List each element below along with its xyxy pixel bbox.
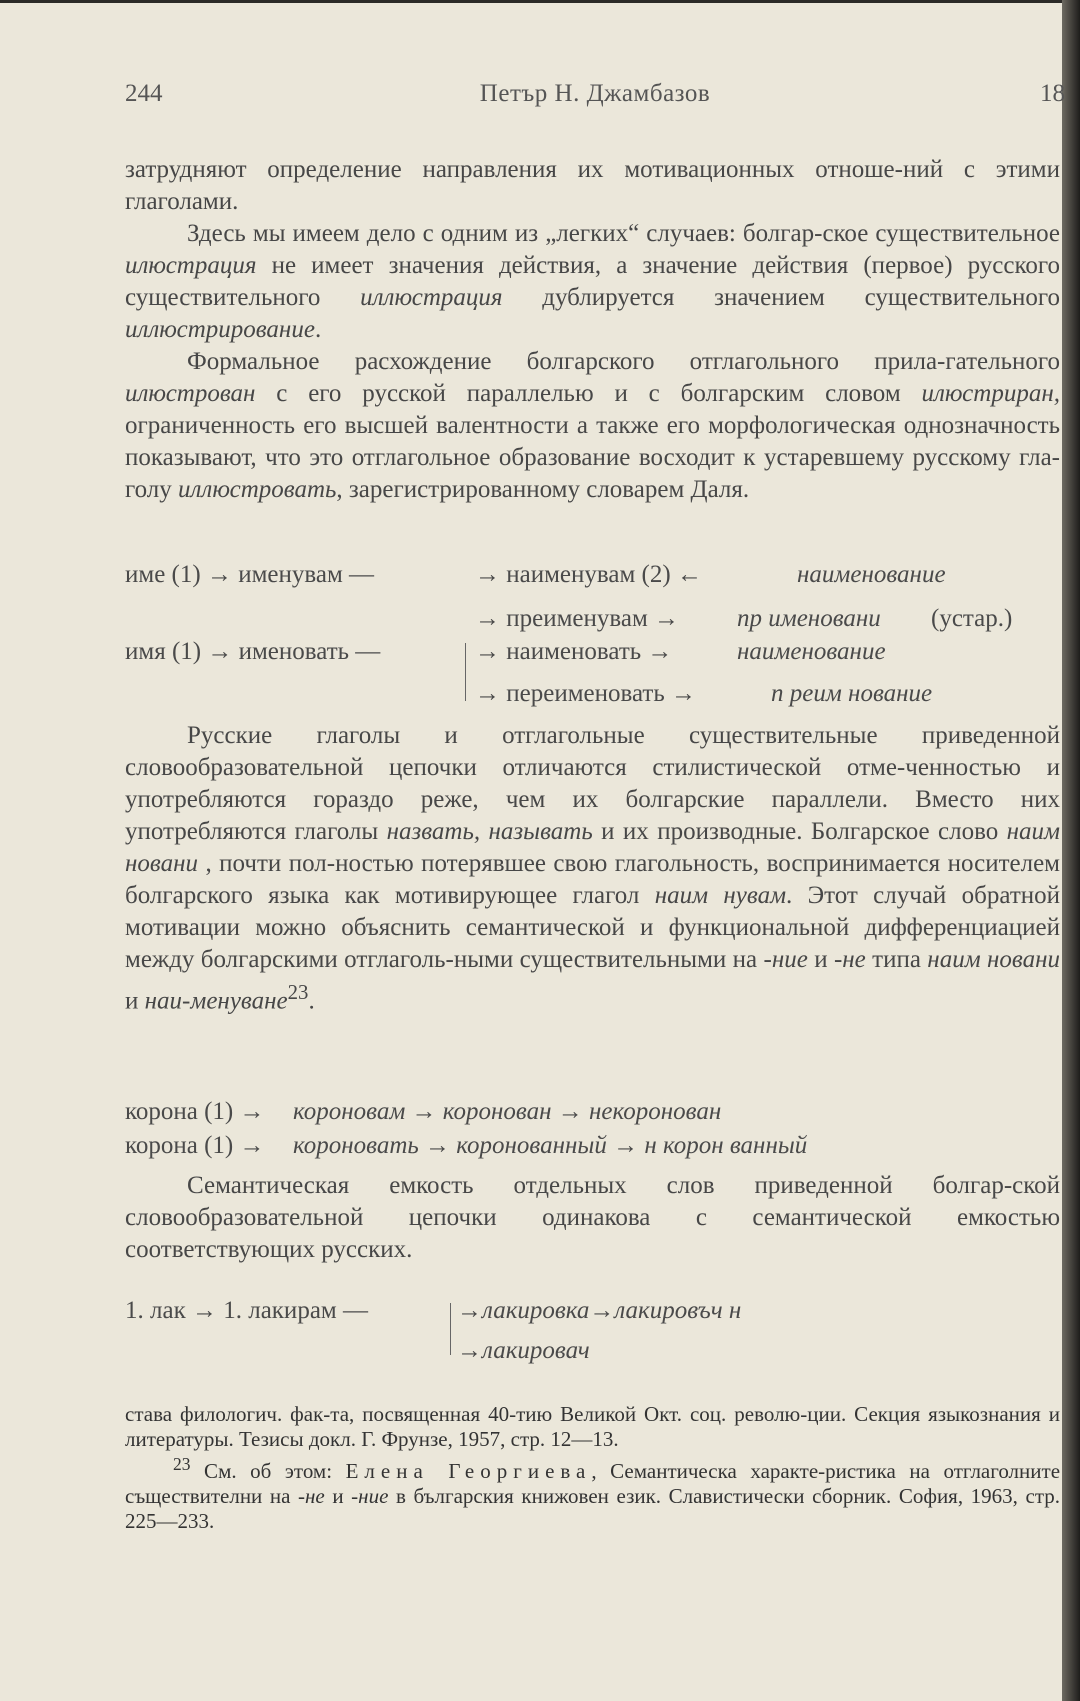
- scheme2-row1-left: корона (1) →: [125, 1098, 265, 1125]
- top-edge: [0, 0, 1080, 3]
- scheme1-row2-note: (устар.): [931, 605, 1013, 632]
- scheme1-row3-left: имя (1) → именовать —: [125, 638, 381, 665]
- scheme1-row1-left: име (1) → именувам —: [125, 561, 375, 588]
- footnote-ref-23: 23: [287, 980, 309, 1004]
- scheme1-row2-right: пр именовани: [737, 605, 881, 632]
- page-edge-shadow: [1062, 0, 1080, 1701]
- running-title: Петър Н. Джамбазов: [479, 80, 711, 107]
- scheme1-row4-right: п реим нование: [771, 680, 933, 707]
- scheme1-row3-right: наименование: [737, 638, 886, 665]
- page-number: 244: [125, 80, 163, 107]
- body-text-bottom: [125, 1170, 1060, 1266]
- scheme1-bracket: [465, 643, 466, 701]
- derivation-scheme-3: [125, 1297, 1060, 1377]
- scheme2-row2-right: короновать → коронованный → н корон ванный: [293, 1132, 808, 1159]
- scheme3-branch1: →лакировка→лакировъч н: [457, 1297, 742, 1324]
- scheme1-row1-right: наименование: [797, 561, 946, 588]
- scheme1-row1-mid: → наименувам (2) ←: [475, 561, 702, 588]
- body-text-middle: [125, 720, 1060, 1017]
- footnote-23: $^{23}$ См. об этом: Елена Георгиева, Семантическа характе-ристика на отглаголните съществителни на -не и -ние в българския книжовен език. Славистически сборник. София, 1963, стр. 225—233.: [125, 1454, 1061, 1533]
- page-header: [125, 80, 1065, 110]
- derivation-scheme-2: [125, 1098, 1060, 1170]
- scheme1-row2-mid: → преименувам →: [475, 605, 680, 632]
- scheme2-row2-left: корона (1) →: [125, 1132, 265, 1159]
- footnote-continuation: става филологич. фак-та, посвященная 40-тию Великой Окт. соц. револю-ции. Секция языкознания и литературы. Тезисы докл. Г. Фрунзе, 1957, стр. 12—13.: [125, 1402, 1060, 1451]
- derivation-scheme-1: [125, 555, 1060, 715]
- paragraph-4: Русские глаголы и отглагольные существительные приведенной словообразовательной цепочки отличаются стилистической отме-ченностью и употребляются гораздо реже, чем их болгарские параллели. Вместо них употребляются глаголы назвать, называть и их производные. Болгарское слово наим новани , почти пол-ностью потерявшее свою глагольность, воспринимается носителем болгарского языка как мотивирующее глагол наим нувам. Этот случай обратной мотивации можно объяснить семантической и функциональной дифференциацией между болгарскими отглаголь-ными существительными на -ние и -не типа наим новани и наи-менуване$^{23}$.: [125, 722, 1061, 1015]
- paragraph-1: затрудняют определение направления их мотивационных отноше-ний с этими глаголами.: [125, 156, 1060, 215]
- scheme2-row1-right: короновам → коронован → некоронован: [293, 1098, 722, 1125]
- paragraph-3: Формальное расхождение болгарского отглагольного прила-гательного илюстрован с его русской параллелью и с болгарским словом илюстриран, ограниченность его высшей валентности а также его морфологическая однозначность показывают, что это отглагольное образование восходит к устаревшему русскому гла-голу иллюстровать, зарегистрированному словарем Даля.: [125, 348, 1060, 503]
- scheme1-row3-mid: → наименовать →: [475, 638, 673, 665]
- scheme1-row4-mid: → переименовать →: [475, 680, 696, 707]
- scheme3-bracket: [450, 1303, 451, 1355]
- cut-page-mark: 18: [1040, 80, 1065, 107]
- body-text-top: [125, 154, 1060, 506]
- scheme3-branch2: →лакировач: [457, 1337, 590, 1364]
- paragraph-2: Здесь мы имеем дело с одним из „легких“ случаев: болгар-ское существительное илюстрация не имеет значения действия, а значение действия (первое) русского существительного иллюстрация дублируется значением существительного иллюстрирование.: [125, 220, 1060, 343]
- scheme3-left: 1. лак → 1. лакирам —: [125, 1297, 368, 1324]
- paragraph-5: Семантическая емкость отдельных слов приведенной болгар-ской словообразовательной цепочки одинакова с семантической емкостью соответствующих русских.: [125, 1172, 1060, 1263]
- footnotes: [125, 1402, 1060, 1534]
